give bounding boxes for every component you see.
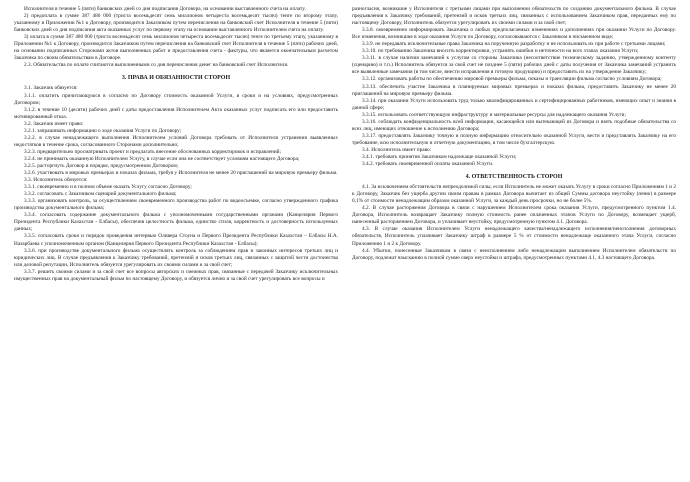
paragraph: 3.3.13. обеспечить участие Заказчика в планируемых мировых премьерах и показах фильма, предоставить Заказчику не менее 20 приглашений на мировую премьеру фильма. [352,83,676,97]
paragraph: 3.2.1. запрашивать информацию о ходе оказания Услуги по Договору; [24,127,182,134]
paragraph: 3.2.6. участвовать в мировых премьерах и показах фильма, требуя у Исполнителя не менее 20 приглашений на мировую премьеру фильма. [24,170,338,177]
paragraph: 3.3.16. соблюдать конфиденциальность всей информации, касающейся или вытекающей из Договора и взять подобные обязательства со всех лиц, имеющих отношение к исполнению Договора; [352,118,676,132]
paragraph: 4.3. В случае оказания Исполнителем Услуги ненадлежащего качества/ненадлежащего исполнения/неисполнения договорных обязательств, Исполнитель уплачивает Заказчику штраф в размере 5 % от стоимости ненадлежаще оказанного этапа Услуги, согласно Приложению 1 и 2 к Договору. [352,226,676,247]
paragraph: 3.2.2. в случае ненадлежащего выполнения Исполнителем условий Договора требовать от Исполнителя устранения выявленных недостатков в течение срока, согласованного Сторонами дополнительно; [14,134,338,148]
paragraph: 3.3.1. своевременно и в полном объеме оказать Услугу согласно Договору; [24,184,192,191]
paragraph: 3.1. Заказчик обязуется: [24,85,78,92]
paragraph: 3.2.3. предварительно просматривать проект и предлагать внесение обоснованных корректировок и исправлений; [24,148,281,155]
paragraph: 3.3.3. организовать контроль, за осуществлением своевременного производства работ по видеосъемке, согласно утвержденного графика производства документального фильма; [14,198,338,212]
paragraph: 3.2.4. не принимать оказанную Исполнителем Услугу, в случае если она не соответствует условиям настоящего Договора; [24,155,300,162]
paragraph: 3.4.1. требовать принятия Заказчиком надлежаще оказанной Услуги; [362,153,517,160]
paragraph: 3.3.10. по требованию Заказчика вносить корректировки, устранять ошибки и неточности на всех этапах оказания Услуги; [362,48,639,55]
paragraph: 3.3.6. при производстве документального фильма осуществлять контроль за соблюдением прав и законных интересов третьих лиц и юридических лиц. В случае предъявления к Заказчику требований, претензий и исков третьих лиц, связанных с защитой чести достоинства или деловой репутации, Исполнитель обязуется урегулировать их своими силами и за свой счет; [14,247,338,268]
paragraph: 3.3.14. при оказании Услуги использовать труд только квалифицированных и сертифицированных работников, имеющих опыт и знания в данной сфере; [352,97,676,111]
paragraph: 3.2. Заказчик имеет право: [24,120,84,127]
paragraph: 3.3.9. не передавать исключительные права Заказчика на порученную разработку и не использовать их при работе с третьими лицами; [362,41,666,48]
paragraph: 3.3.2. согласовать с Заказчиком сценарий документального фильма; [24,191,177,198]
paragraph: 3.1.1. оплатить причитающуюся в согласно по Договору стоимость оказанной Услуги, в сроки и на условиях, предусмотренных Договором; [14,92,338,106]
paragraph: 3.3.17. предоставлять Заказчику точную и полную информацию относительно оказанной Услуги, вести и представлять Заказчику на его требование, всю исполнительную и отчетную документацию, в том числе бухгалтерскую. [352,132,676,146]
paragraph: 2.3. Обязательства по оплате считаются выполненными со дня перечисления денег на банковский счет Исполнителя. [24,62,289,69]
paragraph: 3.4. Исполнитель имеет право: [362,146,432,153]
paragraph: 4.4. Убытки, понесенные Заказчиком в связи с неисполнением либо ненадлежащим выполнением Исполнителем обязательств по Договору, подлежат взысканию в полной сумме сверх неустойки и штрафа, предусмотренных пунктами 4.1, 4.3 настоящего Договора. [352,247,676,261]
section-heading: 3. ПРАВА И ОБЯЗАННОСТИ СТОРОН [121,75,231,82]
paragraph: 3.3.7. решить своими силами и за свой счет все вопросы авторских и смежных прав, связанные с передачей Заказчику исключительных имущественных прав на документальный фильм по настоящему Договору, и обязуется лично и за свой счет урегулировать все вопросы и [14,268,338,282]
paragraph: 4.2. В случае расторжения Договора в связи с нарушением Исполнителем срока оказания Услуги, предусмотренного пунктом 1.4. Договора, Исполнитель возвращает Заказчику полную стоимость ранее оплаченных этапов Услуги по Договору, возмещает ущерб, нанесенный расторжением Договора, и уплачивает неустойку, предусмотренную пунктом 4.1. Договора. [352,205,676,226]
paragraph: 3.3.5. согласовать сроки и порядок проведения интервью Оливера Стоуна и Первого Президента Республики Казахстан – Елбасы Н.А. Назарбаева с уполномоченным органом (Канцелярия Первого Президента Республики Казахстан - Елбасы); [14,233,338,247]
paragraph: 3.3.11. в случае наличия замечаний к услугам со стороны Заказчика (несоответствие техническому заданию, утвержденному контенту (сценарию) и т.п.) Исполнитель обязуется за свой счет не позднее 5 (пяти) рабочих дней с даты получения от Заказчика замечаний устранить все выявленные замечания (в том числе, внести исправления в готовую продукцию) и предоставить их на утверждение Заказчику; [352,55,676,76]
paragraph: 3.3.12. организовать работы по обеспечению мировой премьеры фильма, показы и трансляции фильма согласно условиям Договора; [362,76,662,83]
right-text-column [352,6,676,478]
left-text-column [14,6,338,478]
paragraph: 3.1.2. в течение 10 (десяти) рабочих дней с даты предоставления Исполнителем Акта оказанных услуг подписать его или предоставить мотивированный отказ. [14,106,338,120]
paragraph: 3.3.8. своевременно информировать Заказчика о любых предполагаемых изменениях и дополнениях при оказании Услуги по Договору. Все изменения, возникшие в ходе оказания Услуги по Договору, согласовываются с Заказчиком в письменном виде; [352,27,676,41]
paragraph: 3.4.2. требовать своевременной оплаты оказанной Услуги. [362,161,494,168]
paragraph: 2) предоплата в сумме 387 480 000 (триста восемьдесят семь миллионов четыреста восемьдесят тысяч) тенге по второму этапу, указанному в Приложении №1 к Договору, производится Заказчиком путем перечисления на банковский счет Исполнителя в течение 5 (пяти) банковских дней со дня подписания акта оказанных услуг по первому этапу на основании выставленного Исполнителем счета на оплату. [14,13,338,34]
paragraph: 3.2.5. расторгнуть Договор в порядке, предусмотренном Договором; [24,162,179,169]
paragraph: 4.1. За исключением обстоятельств непреодолимой силы, если Исполнитель не может оказать Услугу в сроки согласно Приложениям 1 и 2 к Договору, Заказчик без ущерба другим своим правам в рамках Договора вычитает из общей Суммы договора неустойку (пеню) в размере 0,1% от стоимости ненадлежащим образом оказанной Услуги, за каждый день просрочки, но не более 5%. [352,184,676,205]
paragraph: 3.3.4. согласовать содержание документального фильма с уполномоченными государственными органами (Канцелярия Первого Президента Республики Казахстан - Елбасы), обеспечив целостность фильма, единство стиля, корректность и достоверность используемых данных; [14,212,338,233]
section-heading: 4. ОТВЕТСТВЕННОСТЬ СТОРОН [465,174,563,181]
paragraph: 3) оплата в сумме 387 480 000 (триста восемьдесят семь миллионов четыреста восемьдесят тысяч) тенге по третьему этапу, указанному в Приложении №1 к Договору, производится Заказчиком путем перечисления на банковский счет Исполнителя в течение 5 (пяти) рабочих дней, на основании подписанных Сторонами актов выполненных работ и предоставления счета - фактуры, что является окончательным расчетом Заказчика по своим обязательствам в Договоре. [14,34,338,62]
paragraph: разногласия, возникшие у Исполнителя с третьими лицами при выполнении обязательств по созданию документального фильма. В случае предъявления к Заказчику требований, претензий и исков третьих лиц, связанных с использованием Заказчиком прав, переданных ему по настоящему Договору, Исполнитель обязуется урегулировать их своими силами и за свой счет; [352,6,676,27]
paragraph: 3.3.15. использовать соответствующую инфраструктуру и материальные ресурсы для надлежащего оказания Услуги; [362,111,626,118]
paragraph: 3.3. Исполнитель обязуется: [24,177,88,184]
paragraph: Исполнителя в течение 5 (пяти) банковских дней со дня подписания Договора, на основании выставленного счета на оплату. [24,6,306,12]
